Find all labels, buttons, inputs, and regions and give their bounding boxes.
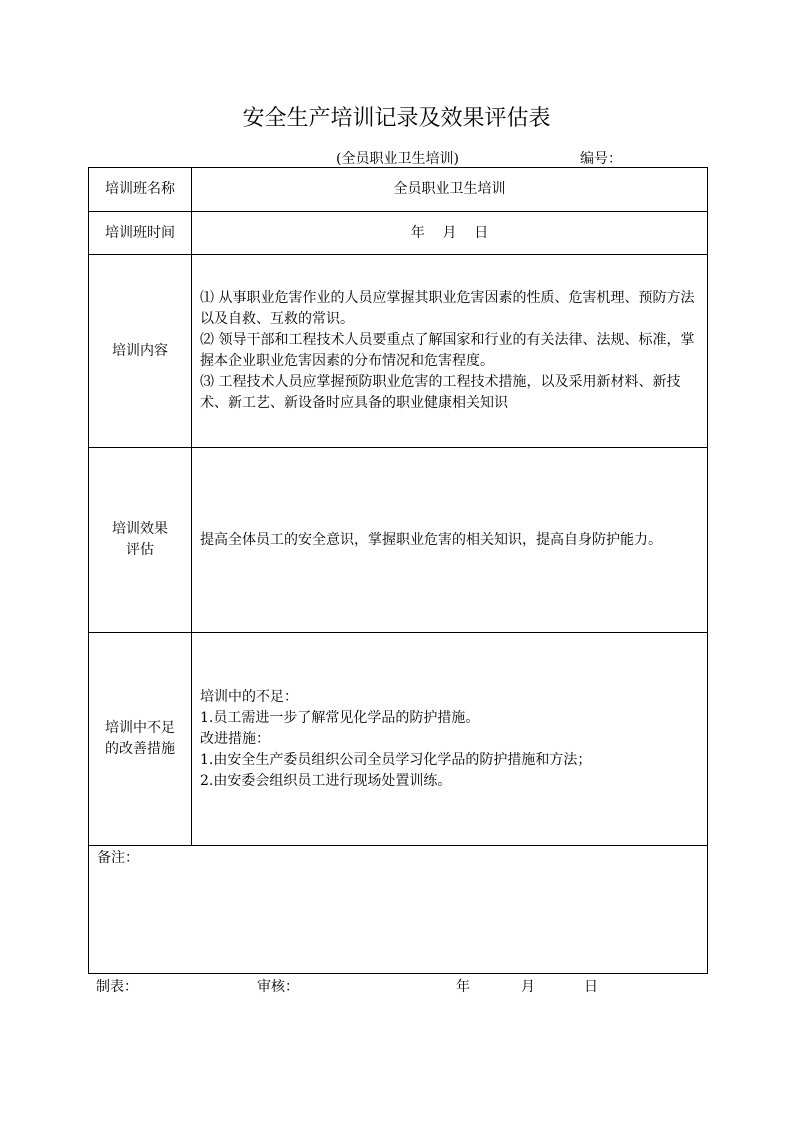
row-class-name	[89, 168, 708, 212]
improvement-value	[192, 633, 708, 846]
improvement-line: 培训中的不足：	[200, 688, 298, 705]
content-label: 培训内容	[89, 255, 192, 448]
reviewer-label: 审核：	[257, 979, 299, 995]
class-name-label: 培训班名称	[89, 168, 192, 212]
improvement-line: 2.由安委会组织员工进行现场处置训练。	[200, 772, 452, 789]
row-content	[89, 255, 708, 448]
evaluation-label-line: 培训效果	[112, 521, 168, 537]
row-evaluation	[89, 448, 708, 633]
improvement-line: 改进措施：	[200, 730, 270, 747]
training-record-table	[88, 167, 708, 974]
content-item: ⑴ 从事职业危害作业的人员应掌握其职业危害因素的性质、危害机理、预防方法以及自救、互救的常识。	[200, 290, 695, 327]
improvement-label-line: 的改善措施	[105, 741, 175, 757]
evaluation-label-line: 评估	[126, 542, 154, 558]
footer-day: 日	[584, 979, 598, 995]
remarks-label: 备注：	[89, 846, 708, 974]
class-name-value: 全员职业卫生培训	[192, 168, 708, 212]
content-item: ⑶ 工程技术人员应掌握预防职业危害的工程技术措施，以及采用新材料、新技术、新工艺、新设备时应具备的职业健康相关知识	[200, 374, 681, 411]
page-title: 安全生产培训记录及效果评估表	[242, 106, 551, 131]
improvement-label-line: 培训中不足	[105, 720, 175, 736]
improvement-label	[89, 633, 192, 846]
footer-year: 年	[456, 979, 470, 995]
evaluation-value: 提高全体员工的安全意识，掌握职业危害的相关知识，提高自身防护能力。	[192, 448, 708, 633]
class-time-value: 年 月 日	[192, 212, 708, 255]
footer-month: 月	[521, 979, 535, 995]
row-class-time	[89, 212, 708, 255]
number-label: 编号：	[580, 151, 622, 167]
content-item: ⑵ 领导干部和工程技术人员要重点了解国家和行业的有关法律、法规、标准，掌握本企业职业危害因素的分布情况和危害程度。	[200, 332, 695, 369]
evaluation-label	[89, 448, 192, 633]
improvement-line: 1.员工需进一步了解常见化学品的防护措施。	[200, 709, 480, 726]
improvement-line: 1.由安全生产委员组织公司全员学习化学品的防护措施和方法；	[200, 751, 592, 768]
class-time-label: 培训班时间	[89, 212, 192, 255]
row-remarks	[89, 846, 708, 974]
content-value	[192, 255, 708, 448]
row-improvement	[89, 633, 708, 846]
maker-label: 制表：	[96, 979, 138, 995]
subtitle: (全员职业卫生培训)	[336, 151, 459, 167]
